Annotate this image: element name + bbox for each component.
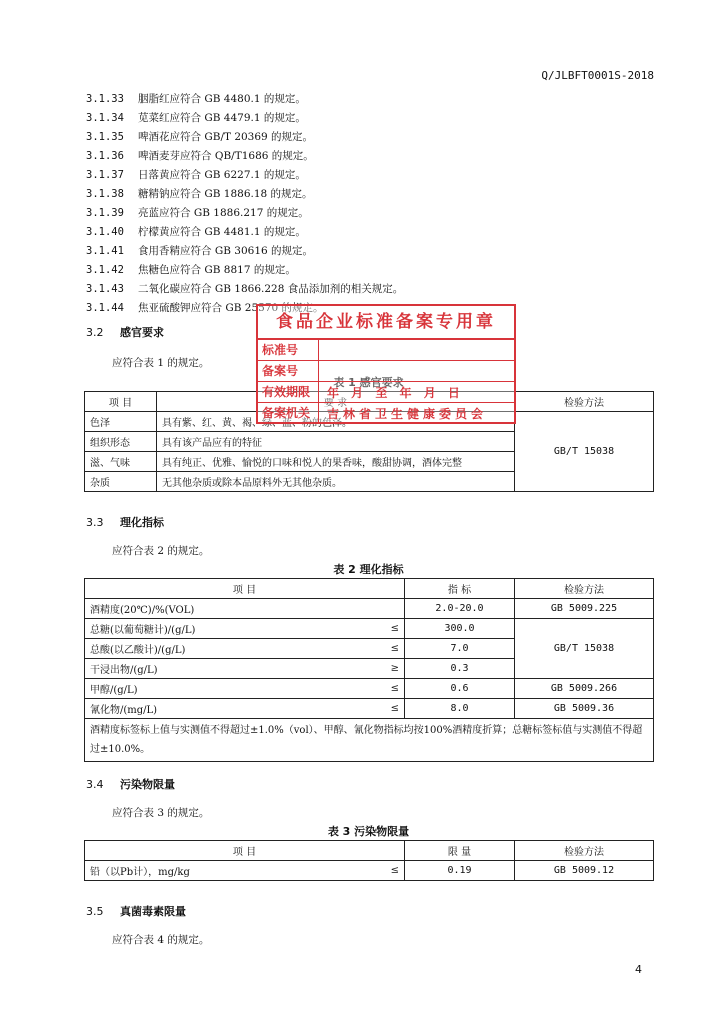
section-heading-3-4 [86,776,175,792]
table-cell-symbol: ≤ [360,619,405,639]
list-item [86,109,646,128]
list-item [86,166,646,185]
clause-number: 3.1.36 [86,150,124,162]
table-cell: 无其他杂质或除本品原料外无其他杂质。 [157,472,515,492]
clause-text: 亮蓝应符合 GB 1886.217 的规定。 [138,207,309,219]
stamp-title: 食品企业标准备案专用章 [258,306,514,340]
table-cell: 杂质 [85,472,157,492]
table-cell-symbol: ≤ [360,699,405,719]
table-cell: 7.0 [405,639,515,659]
table-note: 酒精度标签标上值与实测值不得超过±1.0%（vol）、甲醇、氰化物指标均按100%酒精度折算；总糖标签标值与实测值不得超过±10.0%。 [85,719,654,762]
stamp-label: 标准号 [258,340,319,360]
table-header: 检验方法 [515,579,654,599]
clause-number: 3.1.33 [86,93,124,105]
clause-text: 二氧化碳应符合 GB 1866.228 食品添加剂的相关规定。 [138,283,404,295]
table-cell-symbol: ≤ [360,639,405,659]
clause-number: 3.1.40 [86,226,124,238]
clause-number: 3.1.37 [86,169,124,181]
section-title: 理化指标 [120,516,164,529]
table-header: 指 标 [405,579,515,599]
stamp-row-filing [258,361,514,382]
standard-number: Q/JLBFT0001S-2018 [541,69,654,82]
list-item [86,185,646,204]
table-cell: 滋、气味 [85,452,157,472]
clause-text: 焦糖色应符合 GB 8817 的规定。 [138,264,296,276]
section-heading-3-3 [86,514,164,530]
table-cell: 总糖(以葡萄糖计)/(g/L) [85,619,360,639]
table-cell: 2.0-20.0 [405,599,515,619]
table-header: 检验方法 [515,392,654,412]
list-item [86,90,646,109]
list-item [86,261,646,280]
table-contaminants [84,840,654,881]
table2-caption: 表 2 理化指标 [333,563,404,576]
table-cell-symbol: ≤ [360,861,405,881]
clause-number: 3.1.43 [86,283,124,295]
table-cell: 色泽 [85,412,157,432]
clause-text: 胭脂红应符合 GB 4480.1 的规定。 [138,93,306,105]
table-cell: 0.6 [405,679,515,699]
additive-list [86,90,646,318]
section-paragraph-3-2: 应符合表 1 的规定。 [112,357,210,369]
clause-text: 糖精钠应符合 GB 1886.18 的规定。 [138,188,313,200]
table-cell: 具有该产品应有的特征 [157,432,515,452]
table-cell-method: GB 5009.225 [515,599,654,619]
table-cell-method: GB 5009.12 [515,861,654,881]
table-header: 检验方法 [515,841,654,861]
table-cell: 铅（以Pb计），mg/kg [85,861,360,881]
list-item [86,147,646,166]
section-number: 3.4 [86,778,104,791]
section-title: 污染物限量 [120,778,175,791]
list-item [86,223,646,242]
table-cell: 酒精度(20℃)/%(VOL) [85,599,405,619]
section-paragraph-3-5: 应符合表 4 的规定。 [112,934,210,946]
table-cell: 0.19 [405,861,515,881]
section-title: 感官要求 [120,326,164,339]
table-cell-method: GB 5009.36 [515,699,654,719]
section-paragraph-3-3: 应符合表 2 的规定。 [112,545,210,557]
table-cell: 干浸出物/(g/L) [85,659,360,679]
section-number: 3.2 [86,326,104,339]
stamp-value: 吉林省卫生健康委员会 [327,406,488,421]
table-cell: 甲醇/(g/L) [85,679,360,699]
clause-text: 啤酒花应符合 GB/T 20369 的规定。 [138,131,314,143]
table-header: 项 目 [85,841,405,861]
stamp-row-standard [258,340,514,361]
table-cell: 氰化物/(mg/L) [85,699,360,719]
table-cell: 具有紫、红、黄、褐、绿、蓝、粉的色泽。 [157,412,515,432]
table3-caption: 表 3 污染物限量 [327,825,410,838]
table-cell: 总酸(以乙酸计)/(g/L) [85,639,360,659]
stamp-row-authority [258,403,514,423]
clause-number: 3.1.34 [86,112,124,124]
section-heading-3-2 [86,324,164,340]
filing-stamp [256,304,516,424]
table-physchem [84,578,654,762]
table-cell-symbol: ≤ [360,679,405,699]
clause-text: 苋菜红应符合 GB 4479.1 的规定。 [138,112,306,124]
list-item [86,242,646,261]
list-item [86,128,646,147]
section-paragraph-3-4: 应符合表 3 的规定。 [112,807,210,819]
table-cell: 组织形态 [85,432,157,452]
clause-text: 焦亚硫酸钾应符合 GB 25570 的规定。 [138,302,324,314]
table-cell-method: GB 5009.266 [515,679,654,699]
clause-text: 日落黄应符合 GB 6227.1 的规定。 [138,169,306,181]
table1-caption: 表 1 感官要求 [333,376,404,389]
stamp-label: 备案号 [258,361,319,381]
stamp-row-validity [258,382,514,403]
table-header: 项 目 [85,579,405,599]
table-header: 限 量 [405,841,515,861]
section-number: 3.3 [86,516,104,529]
clause-number: 3.1.44 [86,302,124,314]
table-cell-symbol: ≥ [360,659,405,679]
table-header: 项 目 [85,392,157,412]
clause-number: 3.1.41 [86,245,124,257]
table-header: 要 求 [157,392,515,412]
stamp-value: 年 月 至 年 月 日 [327,385,464,400]
clause-text: 食用香精应符合 GB 30616 的规定。 [138,245,314,257]
clause-number: 3.1.35 [86,131,124,143]
clause-text: 啤酒麦芽应符合 QB/T1686 的规定。 [138,150,314,162]
page-number: 4 [635,963,642,976]
list-item [86,204,646,223]
table-cell: 8.0 [405,699,515,719]
table-cell: 0.3 [405,659,515,679]
section-title: 真菌毒素限量 [120,905,186,918]
table-cell: 具有纯正、优雅、愉悦的口味和悦人的果香味，酸甜协调，酒体完整 [157,452,515,472]
clause-number: 3.1.42 [86,264,124,276]
list-item [86,280,646,299]
table-cell: 300.0 [405,619,515,639]
table-cell-method: GB/T 15038 [515,619,654,679]
table-cell-method: GB/T 15038 [515,412,654,492]
section-number: 3.5 [86,905,104,918]
clause-number: 3.1.38 [86,188,124,200]
stamp-label: 备案机关 [258,403,319,423]
section-heading-3-5 [86,903,186,919]
clause-text: 柠檬黄应符合 GB 4481.1 的规定。 [138,226,306,238]
stamp-label: 有效期限 [258,382,319,402]
clause-number: 3.1.39 [86,207,124,219]
